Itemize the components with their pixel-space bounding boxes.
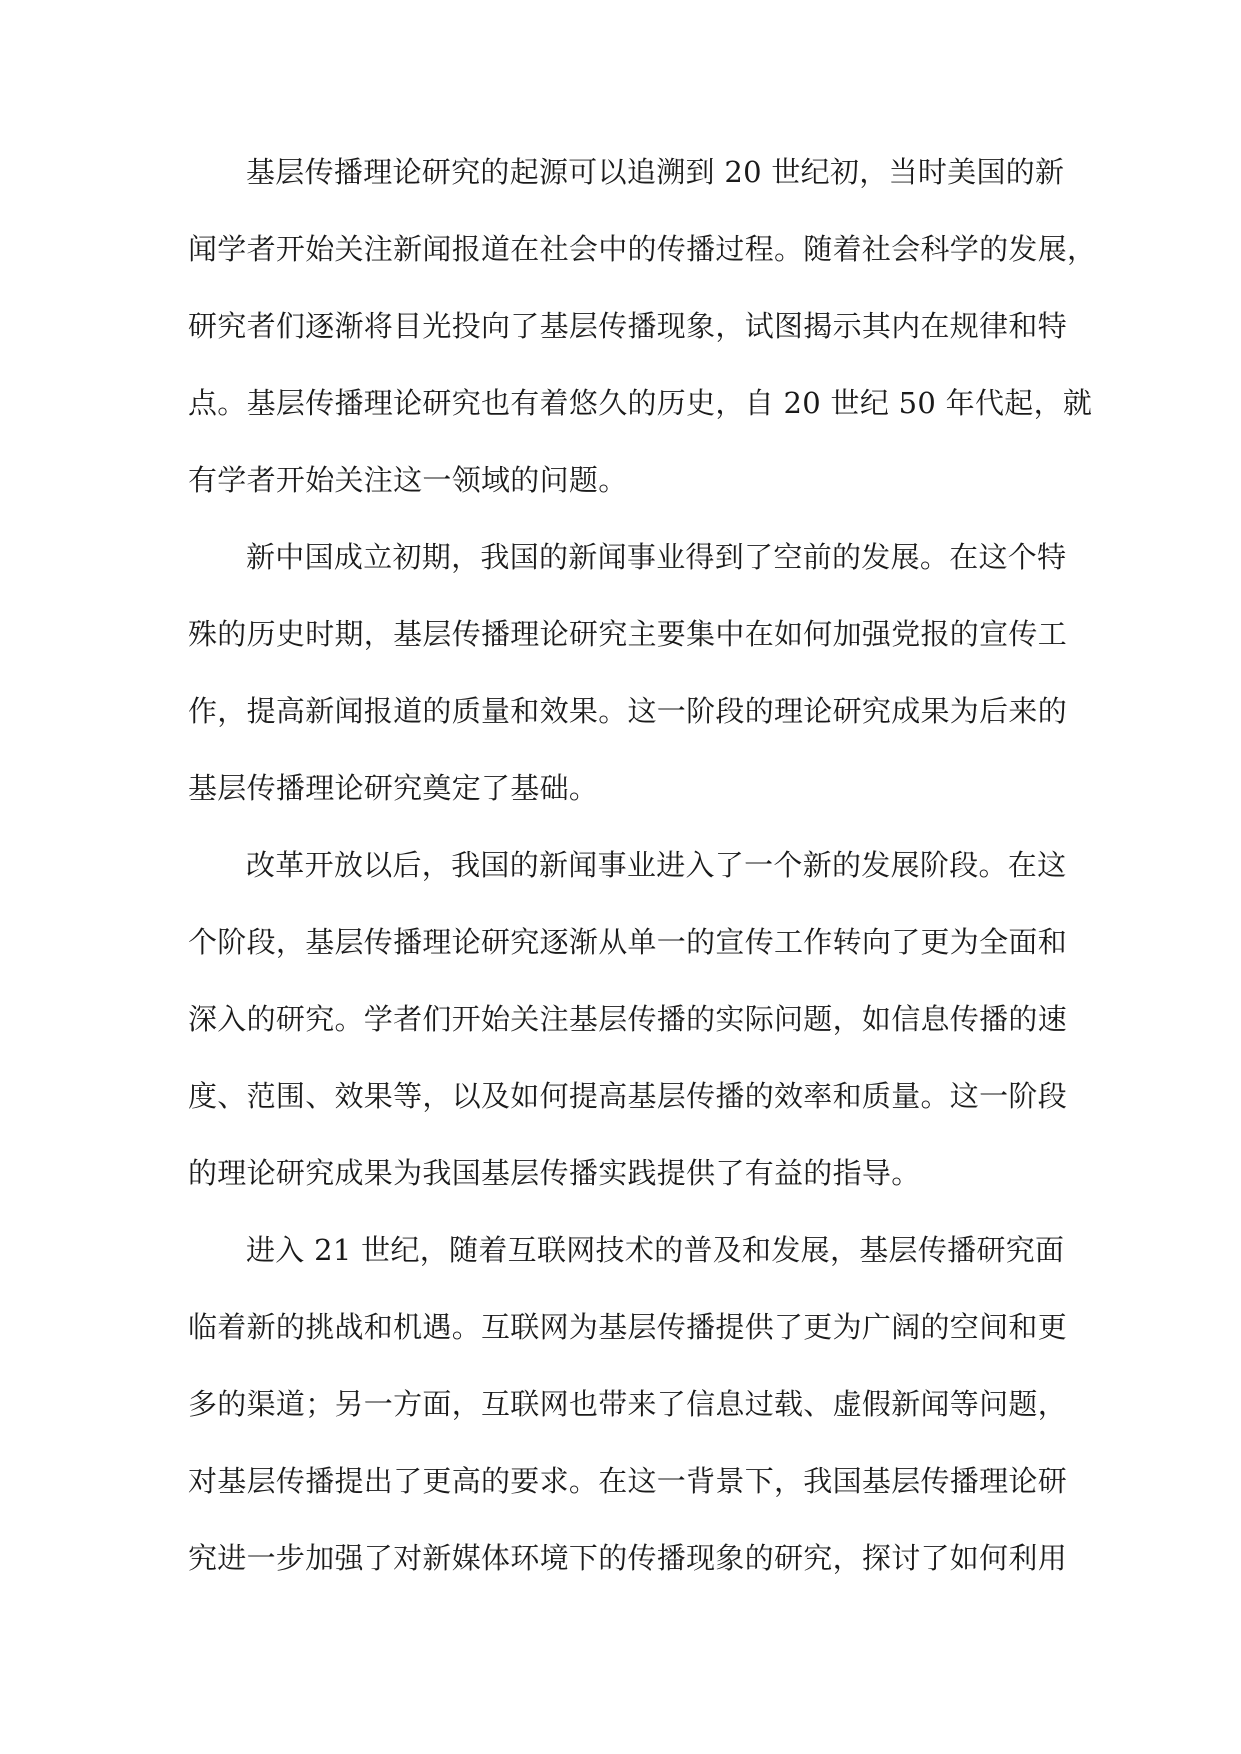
text-line: 个阶段，基层传播理论研究逐渐从单一的宣传工作转向了更为全面和 <box>188 925 1068 959</box>
body-text <box>188 146 1097 1609</box>
text-line: 基层传播理论研究的起源可以追溯到 20 世纪初，当时美国的新 <box>246 155 1065 189</box>
text-line: 研究者们逐渐将目光投向了基层传播现象，试图揭示其内在规律和特 <box>188 309 1068 343</box>
text-line: 新中国成立初期，我国的新闻事业得到了空前的发展。在这个特 <box>246 540 1067 574</box>
paragraph-21st-century <box>188 1224 1088 1609</box>
text-line: 对基层传播提出了更高的要求。在这一背景下，我国基层传播理论研 <box>188 1464 1068 1498</box>
text-line: 临着新的挑战和机遇。互联网为基层传播提供了更为广阔的空间和更 <box>188 1310 1068 1344</box>
text-line: 基层传播理论研究奠定了基础。 <box>188 771 599 805</box>
text-line: 改革开放以后，我国的新闻事业进入了一个新的发展阶段。在这 <box>246 848 1067 882</box>
paragraph-reform-era <box>188 839 1088 1224</box>
text-line: 究进一步加强了对新媒体环境下的传播现象的研究，探讨了如何利用 <box>188 1541 1068 1575</box>
text-line: 进入 21 世纪，随着互联网技术的普及和发展，基层传播研究面 <box>246 1233 1065 1267</box>
text-line: 深入的研究。学者们开始关注基层传播的实际问题，如信息传播的速 <box>188 1002 1068 1036</box>
text-line: 的理论研究成果为我国基层传播实践提供了有益的指导。 <box>188 1156 921 1190</box>
text-line: 度、范围、效果等，以及如何提高基层传播的效率和质量。这一阶段 <box>188 1079 1068 1113</box>
text-line: 殊的历史时期，基层传播理论研究主要集中在如何加强党报的宣传工 <box>188 617 1068 651</box>
text-line: 多的渠道；另一方面，互联网也带来了信息过载、虚假新闻等问题， <box>188 1387 1068 1421</box>
paragraph-early-prc <box>188 531 1088 839</box>
text-line: 点。基层传播理论研究也有着悠久的历史，自 20 世纪 50 年代起，就 <box>188 386 1093 420</box>
text-line: 作，提高新闻报道的质量和效果。这一阶段的理论研究成果为后来的 <box>188 694 1068 728</box>
paragraph-origins <box>188 146 1097 531</box>
text-line: 有学者开始关注这一领域的问题。 <box>188 463 628 497</box>
text-line: 闻学者开始关注新闻报道在社会中的传播过程。随着社会科学的发展， <box>188 232 1097 266</box>
